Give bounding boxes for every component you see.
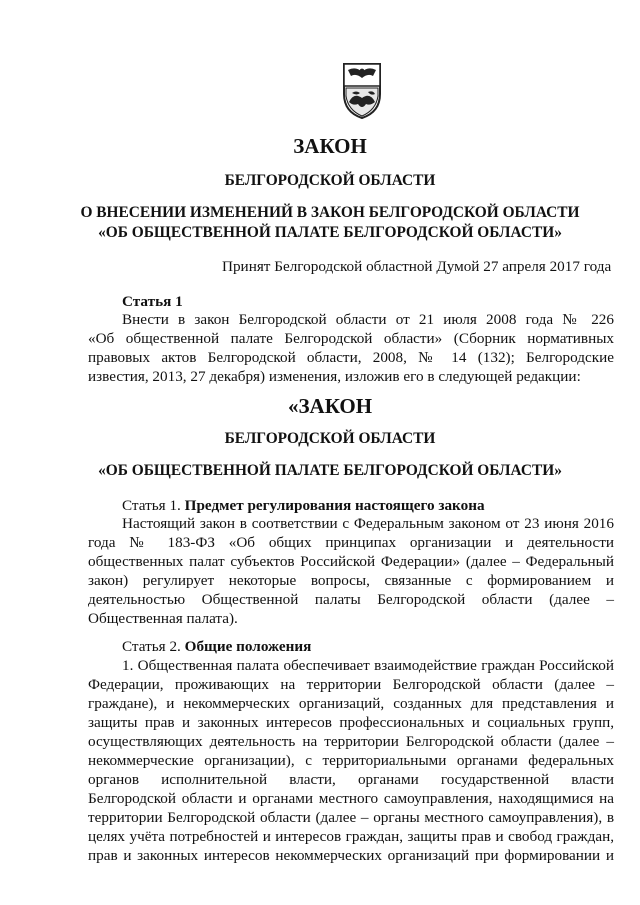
text-line: «Об общественной палате Белгородской области» (Сборник нормативных [88,330,614,347]
statya-1-title: Предмет регулирования настоящего закона [184,497,485,514]
text-line: осуществляющих деятельность на территории Белгородской области (далее – [88,733,614,750]
statya-2-title: Общие положения [184,638,312,655]
text-line: 1. Общественная палата обеспечивает взаимодействие граждан Российской [122,657,614,674]
article-1-body [88,310,614,386]
text-line: закон) регулирует некоторые вопросы, связанные с формированием и [88,572,614,589]
law-title: ЗАКОН [293,134,367,158]
text-line: целях учёта потребностей и интересов граждан, защиты прав и свобод граждан, [88,828,614,845]
text-line: года № 183-ФЗ «Об общих принципах организации и деятельности [88,534,614,551]
text-line: граждане), и некоммерческих организаций, созданных для представления и [88,695,614,712]
subject-line-1: О ВНЕСЕНИИ ИЗМЕНЕНИЙ В ЗАКОН БЕЛГОРОДСКОЙ ОБЛАСТИ [80,204,580,221]
text-line: Настоящий закон в соответствии с Федеральным законом от 23 июня 2016 [122,515,614,532]
statya-1-prefix: Статья 1. [122,497,185,514]
statya-1-heading [122,496,485,515]
article-1-heading: Статья 1 [122,293,183,310]
statya-2-prefix: Статья 2. [122,638,185,655]
region-title: БЕЛГОРОДСКОЙ ОБЛАСТИ [224,172,436,189]
text-line: Белгородской области и органами местного самоуправления, находящимися на [88,790,614,807]
text-line: защиты прав и законных интересов профессиональных и социальных групп, [88,714,614,731]
text-line: Внести в закон Белгородской области от 21 июля 2008 года № 226 [122,311,614,328]
text-line: прав и законных интересов некоммерческих организаций при формировании и [88,847,614,864]
new-law-title: «ЗАКОН [287,394,373,418]
text-line: некоммерческие организации), с территориальными органами федеральных [88,752,614,769]
statya-2-heading [122,637,311,656]
text-line: Общественная палата). [88,610,238,627]
new-law-region: БЕЛГОРОДСКОЙ ОБЛАСТИ [224,430,436,447]
text-line: органов исполнительной власти, органами государственной власти [88,771,614,788]
text-line: правовых актов Белгородской области, 2008, № 14 (132); Белгородские [88,349,614,366]
text-line: Федерации, проживающих на территории Белгородской области (далее – [88,676,614,693]
statya-1-body [88,514,614,628]
text-line: общественных палат субъектов Российской Федерации» (далее – Федеральный [88,553,614,570]
text-line: деятельностью Общественной палаты Белгородской области (далее – [88,591,614,608]
new-law-subject: «ОБ ОБЩЕСТВЕННОЙ ПАЛАТЕ БЕЛГОРОДСКОЙ ОБЛАСТИ» [98,462,562,479]
adoption-note: Принят Белгородской областной Думой 27 апреля 2017 года [222,258,612,275]
statya-2-body [88,656,614,865]
belgorod-coat-of-arms-icon [340,60,384,120]
text-line: известия, 2013, 27 декабря) изменения, изложив его в следующей редакции: [88,368,581,385]
text-line: территории Белгородской области (далее – органы местного самоуправления), в [88,809,614,826]
subject-line-2: «ОБ ОБЩЕСТВЕННОЙ ПАЛАТЕ БЕЛГОРОДСКОЙ ОБЛАСТИ» [98,224,562,241]
